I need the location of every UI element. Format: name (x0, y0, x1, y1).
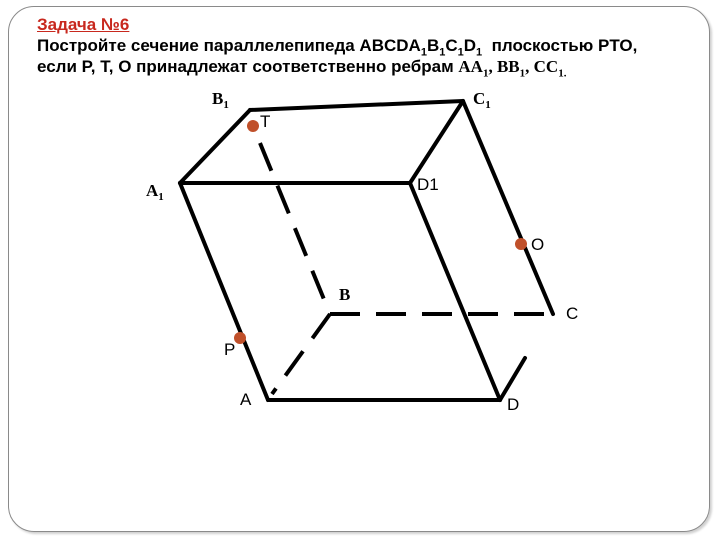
label-D1: D1 (417, 175, 439, 194)
task-line-2: если P, T, O принадлежат соответственно ребрам $AA_1$, $BB_1$, $CC_{1.}$ (37, 57, 567, 80)
edge-B1C1 (250, 101, 463, 110)
edge-DC (500, 358, 525, 400)
point-P (234, 332, 246, 344)
edge-B1A1 (180, 110, 250, 183)
hidden-edge-BB1 (260, 143, 330, 314)
label-B: B (339, 285, 351, 304)
label-A1: $A_1$ (146, 181, 164, 203)
label-C: C (566, 304, 579, 323)
hidden-edge-AB (272, 314, 330, 394)
edge-CC1 (463, 101, 553, 314)
label-O: O (531, 235, 545, 254)
label-A: A (240, 390, 252, 409)
label-T: T (260, 112, 271, 131)
label-B1: $B_1$ (212, 89, 229, 111)
point-O (515, 238, 527, 250)
edge-AA1 (180, 183, 268, 400)
label-P: P (224, 340, 236, 359)
label-D: D (507, 395, 520, 414)
task-line-1: Постройте сечение параллелепипеда $ABCDA_1B_1C_1D_1$ плоскостью PTO, (37, 36, 638, 59)
edge-DD1 (410, 183, 500, 400)
task-title: Задача №6 (37, 15, 130, 34)
label-C1: $C_1$ (473, 89, 491, 111)
point-T (247, 120, 259, 132)
edge-C1D1 (410, 101, 463, 183)
